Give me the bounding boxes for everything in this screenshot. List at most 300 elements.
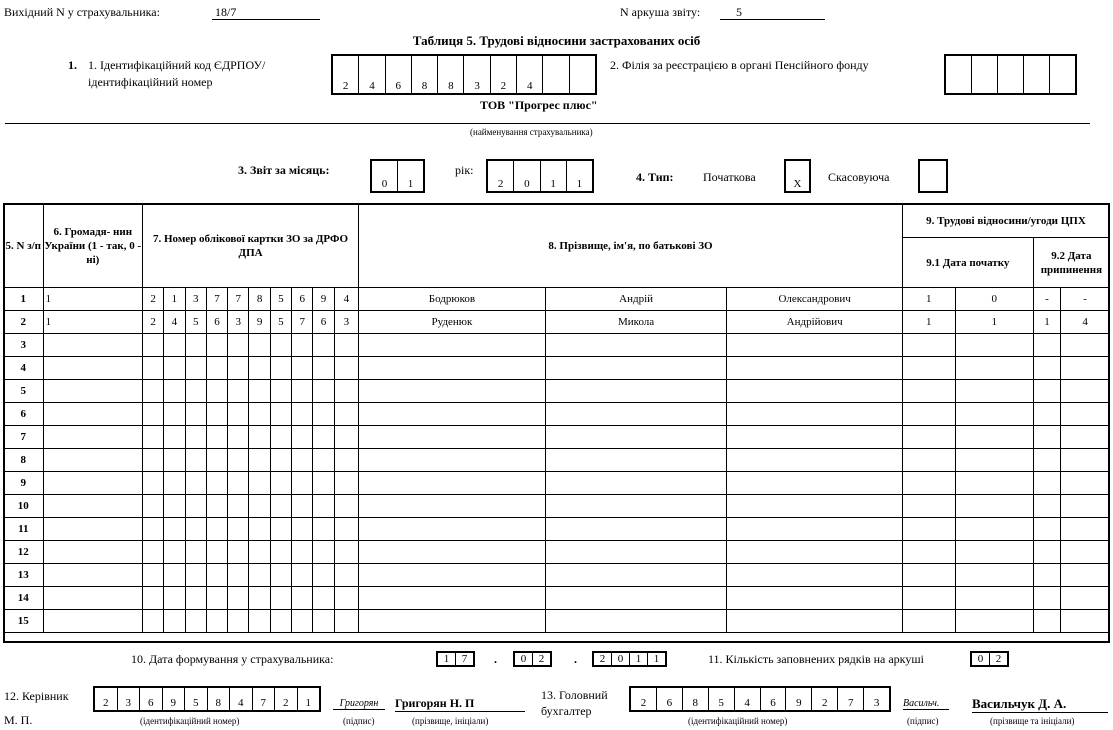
start-date-cell[interactable] [955,564,1033,587]
end-date-cell[interactable] [1061,449,1110,472]
row-number[interactable]: 6 [4,403,44,426]
type-initial-checkbox[interactable]: X [784,159,811,193]
card-digit-cell[interactable] [334,449,358,472]
citizen-cell[interactable] [43,334,142,357]
card-digit-cell[interactable] [164,564,185,587]
citizen-cell[interactable] [43,518,142,541]
end-date-cell[interactable] [1061,518,1110,541]
row-number[interactable]: 14 [4,587,44,610]
card-digit-cell[interactable] [206,357,227,380]
card-digit-cell[interactable] [270,357,291,380]
date-year-boxes[interactable]: 2 0 1 1 [592,651,667,667]
card-digit-cell[interactable] [249,380,270,403]
card-digit-cell[interactable] [270,541,291,564]
card-digit-cell[interactable] [228,357,249,380]
citizen-cell[interactable] [43,541,142,564]
middle-name-cell[interactable] [727,403,903,426]
card-digit-cell[interactable] [206,449,227,472]
card-digit-cell[interactable] [292,518,313,541]
date-day-boxes[interactable]: 1 7 [436,651,475,667]
card-digit-cell[interactable] [142,334,163,357]
card-digit-cell[interactable] [313,610,334,633]
card-digit-cell[interactable] [292,587,313,610]
card-digit-cell[interactable] [228,472,249,495]
citizen-cell[interactable] [43,357,142,380]
card-digit-cell[interactable] [334,334,358,357]
row-number[interactable]: 11 [4,518,44,541]
middle-name-cell[interactable] [727,610,903,633]
first-name-cell[interactable]: Андрій [545,288,727,311]
card-digit-cell[interactable] [249,518,270,541]
card-digit-cell[interactable] [313,472,334,495]
last-name-cell[interactable] [359,449,546,472]
card-digit-cell[interactable] [270,518,291,541]
end-date-cell[interactable] [1061,610,1110,633]
middle-name-cell[interactable] [727,587,903,610]
start-date-cell[interactable] [955,426,1033,449]
row-number[interactable]: 2 [4,311,44,334]
row-number[interactable]: 1 [4,288,44,311]
card-digit-cell[interactable] [270,449,291,472]
card-digit-cell[interactable]: 3 [228,311,249,334]
end-date-cell[interactable]: 4 [1061,311,1110,334]
row-number[interactable]: 7 [4,426,44,449]
card-digit-cell[interactable] [185,357,206,380]
middle-name-cell[interactable] [727,472,903,495]
card-digit-cell[interactable]: 5 [270,288,291,311]
end-date-cell[interactable] [1033,472,1060,495]
first-name-cell[interactable] [545,472,727,495]
card-digit-cell[interactable] [249,587,270,610]
card-digit-cell[interactable] [270,426,291,449]
month-boxes[interactable]: 0 1 [370,159,425,193]
start-date-cell[interactable] [902,334,955,357]
card-digit-cell[interactable] [334,357,358,380]
last-name-cell[interactable] [359,357,546,380]
card-digit-cell[interactable] [249,449,270,472]
card-digit-cell[interactable] [228,426,249,449]
start-date-cell[interactable] [955,495,1033,518]
card-digit-cell[interactable] [249,472,270,495]
end-date-cell[interactable] [1033,426,1060,449]
first-name-cell[interactable] [545,426,727,449]
card-digit-cell[interactable] [185,541,206,564]
start-date-cell[interactable] [955,403,1033,426]
end-date-cell[interactable] [1061,564,1110,587]
citizen-cell[interactable] [43,610,142,633]
card-digit-cell[interactable]: 3 [334,311,358,334]
card-digit-cell[interactable] [334,610,358,633]
card-digit-cell[interactable] [185,518,206,541]
citizen-cell[interactable] [43,449,142,472]
card-digit-cell[interactable] [292,380,313,403]
card-digit-cell[interactable] [185,472,206,495]
card-digit-cell[interactable] [334,587,358,610]
card-digit-cell[interactable] [164,334,185,357]
row-number[interactable]: 15 [4,610,44,633]
rows-count-boxes[interactable]: 0 2 [970,651,1009,667]
end-date-cell[interactable] [1061,472,1110,495]
accountant-id-boxes[interactable]: 2 6 8 5 4 6 9 2 7 3 [629,686,891,712]
card-digit-cell[interactable] [164,541,185,564]
first-name-cell[interactable] [545,380,727,403]
card-digit-cell[interactable]: 9 [313,288,334,311]
first-name-cell[interactable] [545,610,727,633]
last-name-cell[interactable]: Руденюк [359,311,546,334]
card-digit-cell[interactable] [164,380,185,403]
row-number[interactable]: 8 [4,449,44,472]
card-digit-cell[interactable] [206,380,227,403]
start-date-cell[interactable] [955,357,1033,380]
middle-name-cell[interactable]: Андрійович [727,311,903,334]
card-digit-cell[interactable] [313,449,334,472]
card-digit-cell[interactable]: 9 [249,311,270,334]
card-digit-cell[interactable] [334,518,358,541]
end-date-cell[interactable] [1033,403,1060,426]
last-name-cell[interactable] [359,564,546,587]
card-digit-cell[interactable] [292,426,313,449]
start-date-cell[interactable]: 1 [902,311,955,334]
first-name-cell[interactable] [545,518,727,541]
row-number[interactable]: 12 [4,541,44,564]
first-name-cell[interactable] [545,449,727,472]
card-digit-cell[interactable] [313,334,334,357]
card-digit-cell[interactable] [206,518,227,541]
card-digit-cell[interactable] [270,334,291,357]
start-date-cell[interactable] [902,610,955,633]
card-digit-cell[interactable] [270,564,291,587]
card-digit-cell[interactable] [249,564,270,587]
middle-name-cell[interactable]: Олександрович [727,288,903,311]
card-digit-cell[interactable] [164,610,185,633]
card-digit-cell[interactable] [142,564,163,587]
card-digit-cell[interactable] [142,610,163,633]
start-date-cell[interactable] [902,541,955,564]
card-digit-cell[interactable] [334,564,358,587]
start-date-cell[interactable] [955,472,1033,495]
last-name-cell[interactable] [359,518,546,541]
last-name-cell[interactable] [359,610,546,633]
card-digit-cell[interactable] [185,380,206,403]
last-name-cell[interactable] [359,426,546,449]
card-digit-cell[interactable]: 6 [313,311,334,334]
middle-name-cell[interactable] [727,495,903,518]
last-name-cell[interactable] [359,587,546,610]
card-digit-cell[interactable] [292,541,313,564]
middle-name-cell[interactable] [727,541,903,564]
card-digit-cell[interactable] [164,587,185,610]
branch-code-boxes[interactable] [944,54,1077,95]
end-date-cell[interactable] [1061,403,1110,426]
card-digit-cell[interactable] [206,426,227,449]
citizen-cell[interactable] [43,380,142,403]
card-digit-cell[interactable] [185,449,206,472]
first-name-cell[interactable] [545,334,727,357]
citizen-cell[interactable] [43,564,142,587]
start-date-cell[interactable] [902,380,955,403]
row-number[interactable]: 10 [4,495,44,518]
end-date-cell[interactable] [1061,380,1110,403]
edrpou-code-boxes[interactable]: 2 4 6 8 8 3 2 4 [331,54,597,95]
card-digit-cell[interactable] [206,610,227,633]
card-digit-cell[interactable] [164,426,185,449]
start-date-cell[interactable] [955,541,1033,564]
card-digit-cell[interactable] [292,334,313,357]
last-name-cell[interactable] [359,495,546,518]
card-digit-cell[interactable] [313,357,334,380]
date-month-boxes[interactable]: 0 2 [513,651,552,667]
card-digit-cell[interactable] [206,564,227,587]
head-id-boxes[interactable]: 2 3 6 9 5 8 4 7 2 1 [93,686,321,712]
card-digit-cell[interactable] [142,357,163,380]
card-digit-cell[interactable] [292,403,313,426]
card-digit-cell[interactable] [249,403,270,426]
start-date-cell[interactable] [902,449,955,472]
card-digit-cell[interactable] [228,380,249,403]
middle-name-cell[interactable] [727,564,903,587]
end-date-cell[interactable] [1033,334,1060,357]
last-name-cell[interactable] [359,541,546,564]
last-name-cell[interactable] [359,472,546,495]
end-date-cell[interactable] [1033,587,1060,610]
card-digit-cell[interactable] [185,564,206,587]
row-number[interactable]: 9 [4,472,44,495]
card-digit-cell[interactable]: 7 [228,288,249,311]
card-digit-cell[interactable] [270,495,291,518]
card-digit-cell[interactable] [334,541,358,564]
card-digit-cell[interactable] [185,610,206,633]
last-name-cell[interactable] [359,380,546,403]
citizen-cell[interactable]: 1 [43,311,142,334]
card-digit-cell[interactable] [185,587,206,610]
first-name-cell[interactable] [545,541,727,564]
start-date-cell[interactable] [902,426,955,449]
start-date-cell[interactable] [902,403,955,426]
end-date-cell[interactable] [1061,587,1110,610]
card-digit-cell[interactable] [313,403,334,426]
card-digit-cell[interactable] [292,495,313,518]
card-digit-cell[interactable] [164,403,185,426]
card-digit-cell[interactable] [334,403,358,426]
end-date-cell[interactable]: 1 [1033,311,1060,334]
row-number[interactable]: 4 [4,357,44,380]
card-digit-cell[interactable] [142,449,163,472]
card-digit-cell[interactable] [142,587,163,610]
end-date-cell[interactable] [1061,334,1110,357]
card-digit-cell[interactable] [206,334,227,357]
card-digit-cell[interactable] [185,495,206,518]
card-digit-cell[interactable] [334,426,358,449]
citizen-cell[interactable] [43,472,142,495]
citizen-cell[interactable]: 1 [43,288,142,311]
card-digit-cell[interactable]: 4 [334,288,358,311]
start-date-cell[interactable] [902,357,955,380]
end-date-cell[interactable] [1061,357,1110,380]
card-digit-cell[interactable] [270,472,291,495]
card-digit-cell[interactable] [185,334,206,357]
end-date-cell[interactable] [1033,541,1060,564]
first-name-cell[interactable] [545,495,727,518]
middle-name-cell[interactable] [727,334,903,357]
card-digit-cell[interactable] [270,380,291,403]
card-digit-cell[interactable]: 3 [185,288,206,311]
card-digit-cell[interactable] [270,587,291,610]
card-digit-cell[interactable] [228,449,249,472]
start-date-cell[interactable] [902,472,955,495]
end-date-cell[interactable] [1061,495,1110,518]
middle-name-cell[interactable] [727,380,903,403]
end-date-cell[interactable] [1033,518,1060,541]
card-digit-cell[interactable] [164,472,185,495]
middle-name-cell[interactable] [727,426,903,449]
card-digit-cell[interactable]: 1 [164,288,185,311]
end-date-cell[interactable] [1033,380,1060,403]
first-name-cell[interactable] [545,564,727,587]
card-digit-cell[interactable] [164,449,185,472]
card-digit-cell[interactable]: 2 [142,311,163,334]
year-boxes[interactable]: 2 0 1 1 [486,159,594,193]
sheet-number-field[interactable] [720,5,825,20]
start-date-cell[interactable] [902,564,955,587]
card-digit-cell[interactable] [313,587,334,610]
start-date-cell[interactable]: 1 [955,311,1033,334]
row-number[interactable]: 5 [4,380,44,403]
start-date-cell[interactable] [902,495,955,518]
last-name-cell[interactable] [359,403,546,426]
card-digit-cell[interactable] [292,472,313,495]
card-digit-cell[interactable] [292,449,313,472]
start-date-cell[interactable] [955,587,1033,610]
card-digit-cell[interactable] [334,380,358,403]
card-digit-cell[interactable] [185,426,206,449]
card-digit-cell[interactable] [313,426,334,449]
card-digit-cell[interactable] [228,334,249,357]
card-digit-cell[interactable] [249,541,270,564]
card-digit-cell[interactable] [228,610,249,633]
card-digit-cell[interactable] [292,357,313,380]
end-date-cell[interactable] [1061,426,1110,449]
citizen-cell[interactable] [43,426,142,449]
outgoing-number-field[interactable] [212,5,320,20]
start-date-cell[interactable]: 0 [955,288,1033,311]
last-name-cell[interactable] [359,334,546,357]
card-digit-cell[interactable] [206,587,227,610]
card-digit-cell[interactable]: 8 [249,288,270,311]
card-digit-cell[interactable] [334,472,358,495]
card-digit-cell[interactable] [313,564,334,587]
start-date-cell[interactable] [902,587,955,610]
end-date-cell[interactable] [1033,495,1060,518]
card-digit-cell[interactable] [249,610,270,633]
date-separator-2: . [574,652,577,666]
card-digit-cell[interactable] [228,518,249,541]
card-digit-cell[interactable] [206,541,227,564]
end-date-cell[interactable] [1033,449,1060,472]
end-date-cell[interactable] [1033,610,1060,633]
card-digit-cell[interactable]: 7 [206,288,227,311]
card-digit-cell[interactable] [292,564,313,587]
card-digit-cell[interactable] [313,380,334,403]
card-digit-cell[interactable] [313,518,334,541]
card-digit-cell[interactable] [228,541,249,564]
middle-name-cell[interactable] [727,518,903,541]
card-digit-cell[interactable]: 6 [206,311,227,334]
start-date-cell[interactable] [902,518,955,541]
card-digit-cell[interactable] [313,495,334,518]
row-number[interactable]: 3 [4,334,44,357]
card-digit-cell[interactable]: 5 [185,311,206,334]
card-digit-cell[interactable] [164,357,185,380]
end-date-cell[interactable] [1061,541,1110,564]
card-digit-cell[interactable]: 5 [270,311,291,334]
card-digit-cell[interactable] [142,380,163,403]
card-digit-cell[interactable]: 6 [292,288,313,311]
card-digit-cell[interactable] [249,357,270,380]
card-digit-cell[interactable] [206,403,227,426]
citizen-cell[interactable] [43,587,142,610]
citizen-cell[interactable] [43,495,142,518]
last-name-cell[interactable]: Бодрюков [359,288,546,311]
start-date-cell[interactable] [955,380,1033,403]
card-digit-cell[interactable] [228,564,249,587]
first-name-cell[interactable]: Микола [545,311,727,334]
card-digit-cell[interactable] [228,495,249,518]
card-digit-cell[interactable] [249,334,270,357]
card-digit-cell[interactable] [249,426,270,449]
start-date-cell[interactable] [955,334,1033,357]
card-digit-cell[interactable] [313,541,334,564]
card-digit-cell[interactable] [270,610,291,633]
card-digit-cell[interactable] [142,426,163,449]
end-date-cell[interactable] [1033,564,1060,587]
card-digit-cell[interactable] [142,541,163,564]
card-digit-cell[interactable] [249,495,270,518]
card-digit-cell[interactable] [206,495,227,518]
card-digit-cell[interactable] [228,403,249,426]
citizen-cell[interactable] [43,403,142,426]
start-date-cell[interactable] [955,518,1033,541]
card-digit-cell[interactable] [142,403,163,426]
type-cancel-checkbox[interactable] [918,159,948,193]
end-date-cell[interactable] [1033,357,1060,380]
card-digit-cell[interactable] [142,518,163,541]
card-digit-cell[interactable] [270,403,291,426]
first-name-cell[interactable] [545,587,727,610]
end-date-cell[interactable]: - [1061,288,1110,311]
card-digit-cell[interactable] [164,518,185,541]
start-date-cell[interactable] [955,610,1033,633]
card-digit-cell[interactable] [206,472,227,495]
start-date-cell[interactable]: 1 [902,288,955,311]
card-digit-cell[interactable] [142,472,163,495]
card-digit-cell[interactable]: 2 [142,288,163,311]
end-date-cell[interactable]: - [1033,288,1060,311]
card-digit-cell[interactable] [142,495,163,518]
card-digit-cell[interactable] [292,610,313,633]
card-digit-cell[interactable] [334,495,358,518]
middle-name-cell[interactable] [727,449,903,472]
row-number[interactable]: 13 [4,564,44,587]
card-digit-cell[interactable]: 4 [164,311,185,334]
card-digit-cell[interactable] [228,587,249,610]
first-name-cell[interactable] [545,403,727,426]
card-digit-cell[interactable] [164,495,185,518]
middle-name-cell[interactable] [727,357,903,380]
card-digit-cell[interactable]: 7 [292,311,313,334]
start-date-cell[interactable] [955,449,1033,472]
first-name-cell[interactable] [545,357,727,380]
card-digit-cell[interactable] [185,403,206,426]
